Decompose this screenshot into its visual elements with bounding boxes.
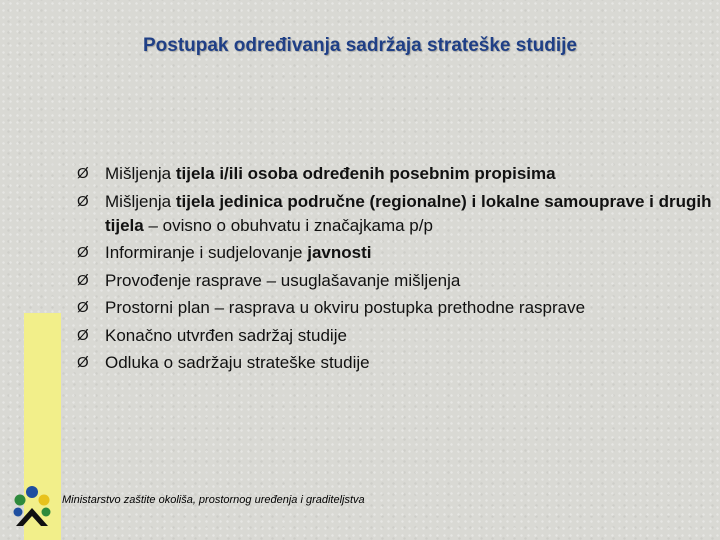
bullet-item — [77, 162, 717, 186]
bullet-text — [105, 162, 717, 186]
arrow-bullet-icon: Ø — [77, 326, 89, 344]
slide-title: Postupak određivanja sadržaja strateške studije — [142, 35, 577, 56]
bullet-text-segment: Informiranje i sudjelovanje — [105, 243, 308, 262]
arrow-bullet-icon: Ø — [77, 354, 89, 371]
bullet-text-segment: Prostorni plan – rasprava u okviru postupka prethodne rasprave — [105, 298, 586, 317]
arrow-bullet-icon: Ø — [77, 192, 89, 210]
bullet-item — [77, 241, 717, 265]
bullet-item — [77, 296, 717, 320]
bullet-text-segment: Odluka o sadržaju strateške studije — [105, 353, 370, 372]
bullet-text-bold: tijela jedinica područne (regionalne) i lokalne samouprave i drugih tijela — [105, 191, 712, 235]
bullet-text-segment: Mišljenja — [105, 164, 176, 183]
bullet-text — [105, 269, 717, 293]
bullet-text — [105, 296, 717, 320]
bullet-item — [77, 324, 717, 348]
bullet-text — [105, 190, 717, 238]
bullet-text — [105, 351, 717, 375]
ministry-logo-icon — [10, 484, 54, 530]
arrow-bullet-icon: Ø — [77, 299, 89, 316]
bullet-text-bold: tijela i/ili osoba određenih posebnim propisima — [175, 164, 556, 183]
bullet-text — [105, 241, 717, 265]
bullet-item — [77, 269, 717, 293]
bullet-text — [105, 324, 717, 348]
bullet-list — [77, 162, 717, 379]
arrow-bullet-icon: Ø — [77, 165, 89, 182]
bullet-text-segment: Provođenje rasprave – usuglašavanje mišljenja — [105, 270, 461, 290]
bullet-text-segment: – ovisno o obuhvatu i značajkama p/p — [143, 215, 433, 235]
bullet-text-segment: Mišljenja — [105, 191, 176, 211]
bullet-text-bold: javnosti — [307, 243, 372, 262]
footer-ministry-name: Ministarstvo zaštite okoliša, prostornog uređenja i graditeljstva — [62, 494, 365, 506]
arrow-bullet-icon: Ø — [77, 271, 89, 289]
arrow-bullet-icon: Ø — [77, 244, 89, 261]
bullet-item — [77, 190, 717, 238]
bullet-item — [77, 351, 717, 375]
bullet-text-segment: Konačno utvrđen sadržaj studije — [105, 325, 347, 345]
